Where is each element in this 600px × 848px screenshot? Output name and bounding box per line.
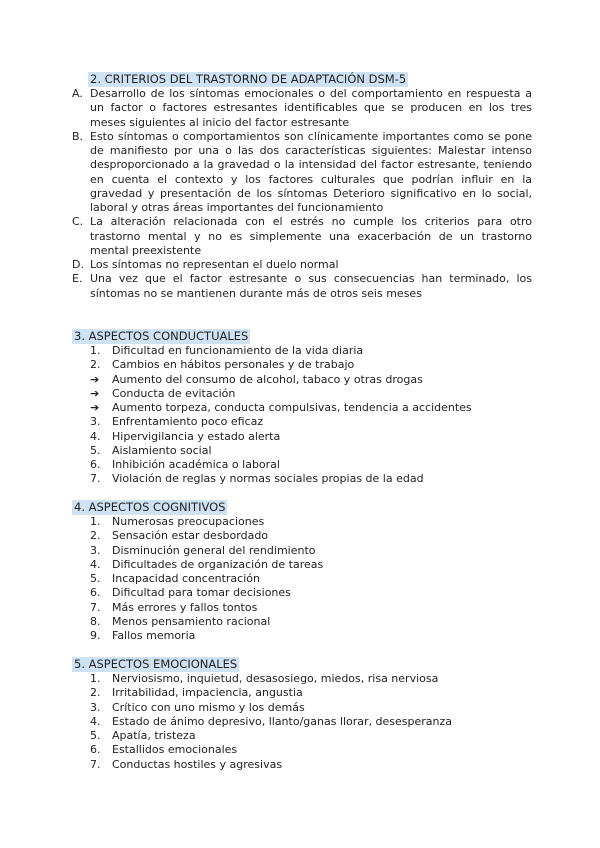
list-item-text: Esto síntomas o comportamientos son clínicamente importantes como se pone de manifiesto por una o las dos características siguientes: Malestar intenso desproporcionado a la gravedad o la intensidad del factor estresante, teniendo en cuenta el contexto y los factores culturales que podrían influir en la gravedad y presentación de los síntomas Deterioro significativo en lo social, laboral y otras áreas importantes del funcionamiento [90,129,532,214]
list-marker: 7. [90,600,101,614]
list-item-text: Disminución general del rendimiento [112,543,316,557]
section-cognitive-aspects [72,496,532,643]
list-item [90,430,532,444]
list-marker: 3. [90,415,101,429]
list-item-text: Incapacidad concentración [112,572,260,585]
list-item-text: Hipervigilancia y estado alerta [112,429,281,443]
list-item-text: Nerviosismo, inquietud, desasosiego, miedos, risa nerviosa [112,672,439,685]
list-item [90,358,532,372]
arrow-icon: ➔ [90,386,100,400]
list-item-text: Crítico con uno mismo y los demás [112,700,305,714]
list-marker: 2. [90,358,101,372]
list-item-text: Enfrentamiento poco eficaz [112,415,264,429]
list-item [90,373,532,387]
list-marker: 3. [90,700,101,714]
list-marker: 1. [90,344,101,357]
list-marker: A. [72,87,83,100]
list-item-text: Inhibición académica o laboral [112,458,280,471]
list-item-text: Estallidos emocionales [112,743,238,757]
list-item-text: Conducta de evitación [112,386,236,400]
list-item [72,258,532,272]
arrow-icon: ➔ [90,401,100,414]
list-item-text: Conductas hostiles y agresivas [112,757,283,771]
list-marker: 6. [90,586,101,600]
list-item [90,629,532,643]
list-item-text: La alteración relacionada con el estrés no cumple los criterios para otro trastorno mental y no es simplemente una exacerbación de un trastorno mental preexistente [90,215,532,257]
list-item-text: Aumento del consumo de alcohol, tabaco y otras drogas [112,372,423,386]
list-item [90,586,532,600]
section-heading: 4. ASPECTOS COGNITIVOS [74,500,226,514]
list-item-text: Cambios en hábitos personales y de trabajo [112,358,355,372]
list-marker: 4. [90,714,101,728]
list-item-text: Menos pensamiento racional [112,614,271,628]
list-item [90,458,532,472]
list-item-text: Aumento torpeza, conducta compulsivas, tendencia a accidentes [112,401,472,414]
list-marker: 8. [90,614,101,628]
list-item [90,415,532,429]
list-item [90,601,532,615]
list-item-text: Irritabilidad, impaciencia, angustia [112,686,303,700]
list-item [72,87,532,130]
list-marker: 6. [90,743,101,757]
list-item [90,686,532,700]
list-item [90,387,532,401]
list-marker: 3. [90,543,101,557]
list-item [90,701,532,715]
list-item-text: Dificultad para tomar decisiones [112,586,291,600]
list-item-text: Estado de ánimo depresivo, llanto/ganas llorar, desesperanza [112,714,453,728]
list-marker: 5. [90,572,101,585]
list-item-text: Más errores y fallos tontos [112,600,258,614]
list-item [90,444,532,458]
list-item-text: Aislamiento social [112,443,212,457]
list-marker: 2. [90,529,101,543]
list-item-text: Violación de reglas y normas sociales propias de la edad [112,472,424,486]
list-item [72,272,532,301]
list-item-text: Desarrollo de los síntomas emocionales o del comportamiento en respuesta a un factor o factores estresantes identificables que se producen en los tres meses siguientes al inicio del factor estresante [90,87,532,129]
section-behavioral-aspects [72,325,532,487]
section-dsm5-criteria [72,68,532,301]
list-item-text: Dificultad en funcionamiento de la vida diaria [112,344,364,357]
list-marker: 9. [90,629,101,642]
list-marker: B. [72,129,84,143]
list-marker: 1. [90,672,101,685]
list-item [90,758,532,772]
list-marker: 5. [90,443,101,457]
list-marker: 7. [90,472,101,486]
list-item [90,672,532,686]
list-item [90,558,532,572]
list-marker: 6. [90,458,101,471]
list-item [90,615,532,629]
list-item [90,544,532,558]
list-item-text: Apatía, tristeza [112,729,196,742]
list-item-text: Numerosas preocupaciones [112,515,265,528]
list-item [90,401,532,415]
list-item [90,472,532,486]
section-heading: 3. ASPECTOS CONDUCTUALES [74,329,249,343]
list-item [90,715,532,729]
list-item [90,529,532,543]
list-item [72,215,532,258]
list-item [90,729,532,743]
list-marker: 4. [90,557,101,571]
list-marker: 5. [90,729,101,742]
list-item-text: Los síntomas no representan el duelo normal [90,258,339,271]
list-item [90,515,532,529]
list-item-text: Sensación estar desbordado [112,529,269,543]
arrow-icon: ➔ [90,372,100,386]
list-marker: 1. [90,515,101,528]
list-marker: 4. [90,429,101,443]
list-marker: 2. [90,686,101,700]
list-item [72,130,532,216]
list-item [90,344,532,358]
section-emotional-aspects [72,653,532,772]
list-item [90,572,532,586]
list-marker: C. [72,215,84,229]
section-heading: 2. CRITERIOS DEL TRASTORNO DE ADAPTACIÓN DSM-5 [90,72,407,86]
list-marker: 7. [90,757,101,771]
list-item-text: Fallos memoria [112,629,196,642]
list-item-text: Una vez que el factor estresante o sus consecuencias han terminado, los síntomas no se mantienen durante más de otros seis meses [90,272,532,300]
list-marker: E. [72,272,83,286]
list-marker: D. [72,258,84,271]
list-item-text: Dificultades de organización de tareas [112,557,324,571]
section-heading: 5. ASPECTOS EMOCIONALES [74,657,238,671]
list-item [90,743,532,757]
